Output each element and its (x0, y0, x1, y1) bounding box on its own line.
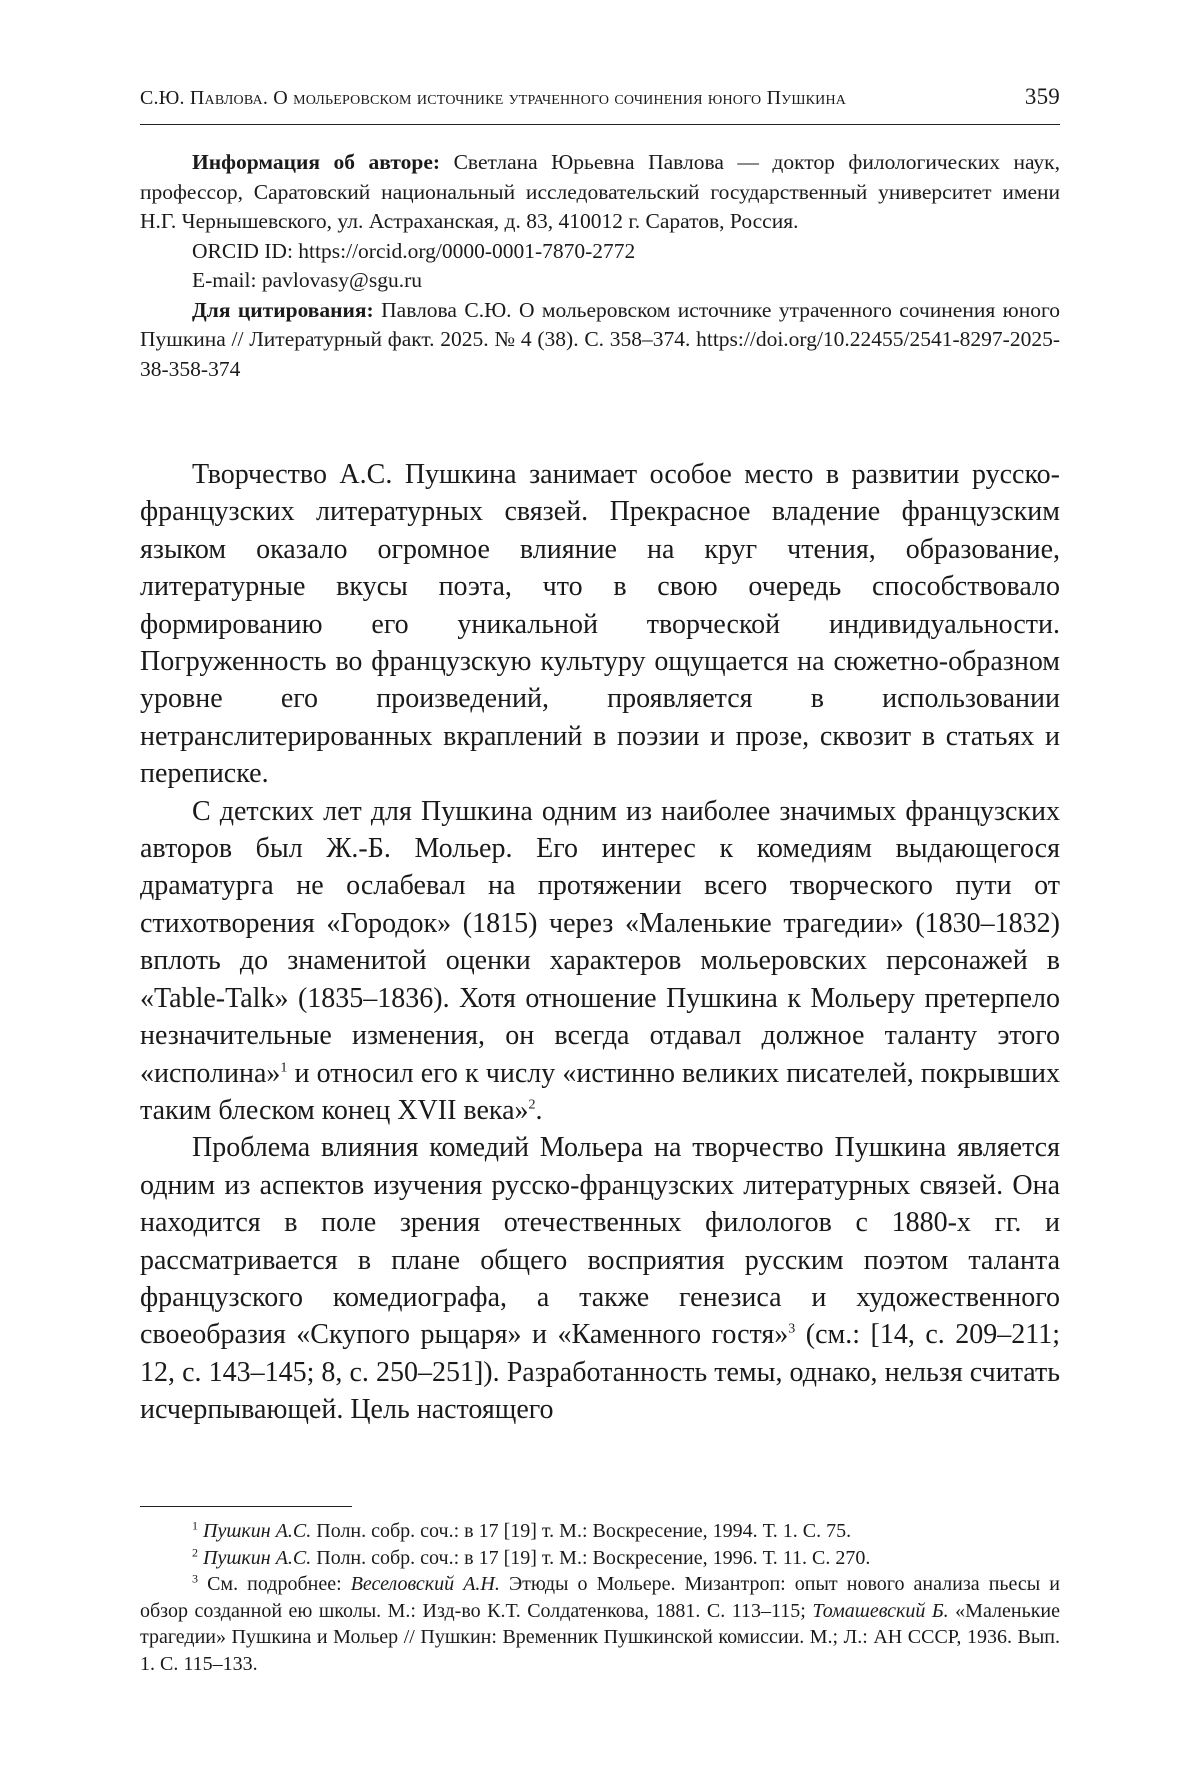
citation-text: Павлова С.Ю. О мольеровском источнике утраченного сочинения юного Пушкина // Литературный факт. 2025. № 4 (38). С. 358–374. (140, 297, 1060, 351)
paragraph-2-text-c: . (535, 1094, 543, 1126)
author-info-label: Информация об авторе: (192, 150, 441, 174)
footnote-2-author: Пушкин А.С. (203, 1546, 312, 1569)
footnote-2-number: 2 (192, 1544, 198, 1559)
footnote-1-number: 1 (192, 1518, 198, 1533)
footnote-ref-1[interactable]: 1 (280, 1060, 288, 1076)
paragraph-3-text-a: Проблема влияния комедий Мольера на творчество Пушкина является одним из аспектов изучения русско-французских литературных связей. Она находится в поле зрения отечественных филологов с 1880-х гг. и рассматривается в плане общего восприятия русским поэтом таланта французского комедиографа, а также генезиса и художественного своеобразия «Скупого рыцаря» и «Каменного гостя» (140, 1132, 1060, 1351)
footnote-rule (140, 1506, 352, 1507)
citation (140, 296, 1060, 385)
paragraph-2 (140, 793, 1060, 1130)
footnote-ref-3[interactable]: 3 (788, 1322, 796, 1338)
footnote-3 (140, 1571, 1060, 1677)
doi-link[interactable]: https://doi.org/10.22455/2541-8297-2025-38-358-374 (140, 327, 1060, 381)
running-title: С.Ю. Павлова. О мольеровском источнике утраченного сочинения юного Пушкина (140, 87, 847, 109)
footnote-3-author-2: Томашевский Б. (812, 1599, 949, 1622)
footnote-3-text-2: «Маленькие трагедии» Пушкина и Мольер // Пушкин: Временник Пушкинской комиссии. М.; Л.: АН СССР, 1936. Вып. 1. С. 115–133. (140, 1599, 1060, 1675)
running-header (140, 84, 1060, 110)
article-body (140, 456, 1060, 1429)
footnote-2-text: Полн. собр. соч.: в 17 [19] т. М.: Воскресение, 1996. Т. 11. С. 270. (311, 1546, 871, 1569)
paragraph-2-text-b: и относил его к числу «истинно великих писателей, покрывших таким блеском конец XVII века» (140, 1057, 1060, 1126)
orcid: ORCID ID: https://orcid.org/0000-0001-7870-2772 (192, 238, 636, 263)
author-info-block (140, 148, 1060, 384)
author-info-text: Светлана Юрьевна Павлова — доктор филологических наук, профессор, Саратовский национальный исследовательский государственный университет имени Н.Г. Чернышевского, ул. Астраханская, д. 83, 410012 г. Саратов, Россия. (140, 150, 1061, 233)
footnote-2 (140, 1545, 1060, 1572)
page-number: 359 (1024, 84, 1060, 109)
header-rule (140, 124, 1060, 125)
footnote-1-text: Полн. собр. соч.: в 17 [19] т. М.: Воскресение, 1994. Т. 1. С. 75. (311, 1520, 852, 1542)
footnote-3-author-1: Веселовский А.Н. (350, 1573, 500, 1595)
paragraph-3-text-b: (см.: [14, с. 209–211; 12, с. 143–145; 8, с. 250–251]). Разработанность темы, однако, нельзя считать исчерпывающей. Цель настоящего (140, 1319, 1060, 1426)
email: E-mail: pavlovasy@sgu.ru (192, 268, 422, 292)
footnotes (140, 1518, 1060, 1677)
paragraph-1: Творчество А.С. Пушкина занимает особое место в развитии русско-французских литературных связей. Прекрасное владение французским языком оказало огромное влияние на круг чтения, образование, литературные вкусы поэта, что в свою очередь способствовало формированию его уникальной творческой индивидуальности. Погруженность во французскую культуру ощущается на сюжетно-образном уровне его произведений, проявляется в использовании нетранслитерированных вкраплений в поэзии и прозе, сквозит в статьях и переписке. (140, 459, 1060, 790)
footnote-3-pre: См. подробнее: (198, 1573, 351, 1595)
citation-label: Для цитирования: (192, 297, 374, 322)
author-info (140, 148, 1060, 237)
paragraph-2-text-a: С детских лет для Пушкина одним из наиболее значимых французских авторов был Ж.-Б. Мольер. Его интерес к комедиям выдающегося драматурга не ослабевал на протяжении всего творческого пути от стихотворения «Городок» (1815) через «Маленькие трагедии» (1830–1832) вплоть до знаменитой оценки характеров мольеровских персонажей в «Table-Talk» (1835–1836). Хотя отношение Пушкина к Мольеру претерпело незначительные изменения, он всегда отдавал должное таланту этого «исполина» (140, 795, 1060, 1089)
footnote-1-author: Пушкин А.С. (203, 1520, 312, 1542)
footnote-3-text-1: Этюды о Мольере. Мизантроп: опыт нового анализа пьесы и обзор созданной ею школы. М.: Изд-во К.Т. Солдатенкова, 1881. С. 113–115; (140, 1573, 1060, 1622)
footnote-1 (140, 1518, 1060, 1545)
paragraph-3 (140, 1129, 1060, 1428)
footnote-3-number: 3 (192, 1571, 198, 1586)
footnote-ref-2[interactable]: 2 (528, 1097, 536, 1113)
